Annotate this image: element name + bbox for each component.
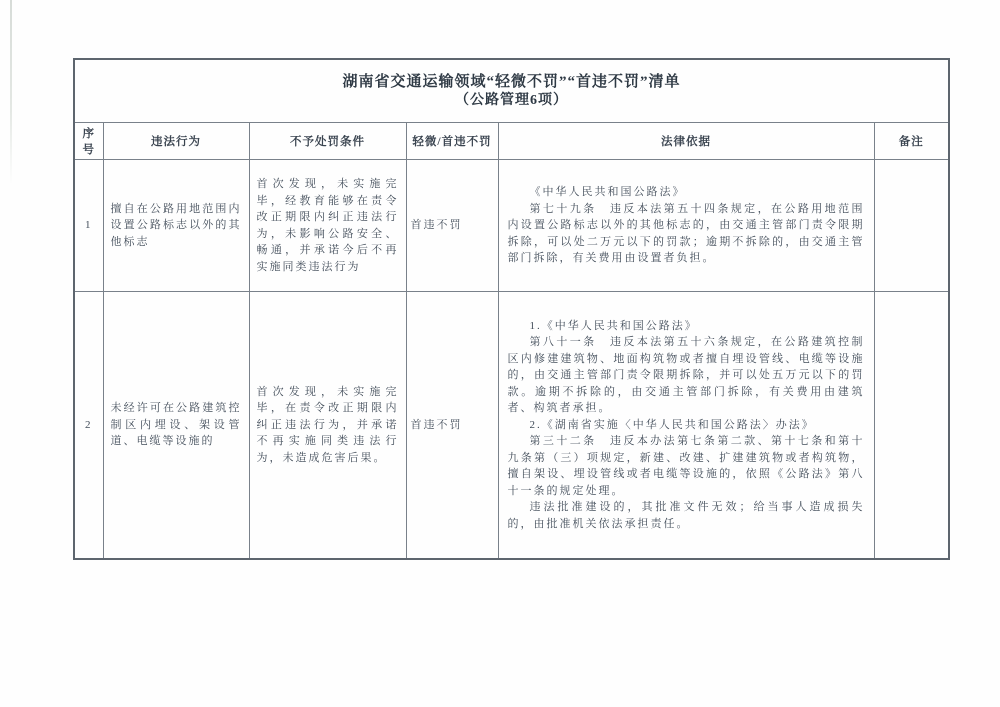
row2-condition-cell: 首次发现，未实施完毕，在责令改正期限内纠正违法行为，并承诺不再实施同类违法行为，未造成危害后果。 [249,292,406,559]
row2-violation-cell: 未经许可在公路建筑控制区内埋设、架设管道、电缆等设施的 [103,292,249,559]
row2-remark-cell [874,292,949,559]
row2-legal-basis-cell [498,292,874,559]
header-penalty-type: 轻微/首违不罚 [406,123,498,160]
legal-paragraph: 2.《湖南省实施〈中华人民共和国公路法〉办法》 [529,418,815,431]
row1-number-cell: 1 [74,160,103,292]
row1-remark-cell [874,160,949,292]
legal-paragraph: 第七十九条 违反本法第五十四条规定，在公路用地范围内设置公路标志以外的其他标志的，由交通主管部门责令限期拆除，可以处二万元以下的罚款；逾期不拆除的，由交通主管部门拆除，有关费用由设置者负担。 [507,202,865,265]
scan-edge-artifact [10,0,12,185]
table-header-row [74,123,949,160]
penalty-exemption-table [73,58,950,560]
legal-paragraph: 第八十一条 违反本法第五十六条规定，在公路建筑控制区内修建建筑物、地面构筑物或者擅自埋设管线、电缆等设施的，由交通主管部门责令限期拆除，并可以处五万元以下的罚款。逾期不拆除的，由交通主管部门拆除，有关费用由建筑者、构筑者承担。 [507,336,865,414]
row2-penalty-type-cell: 首违不罚 [406,292,498,559]
document-title: 湖南省交通运输领域“轻微不罚”“首违不罚”清单 [342,73,681,90]
document-subtitle: （公路管理6项） [455,92,568,108]
row2-number-cell: 2 [74,292,103,559]
row1-penalty-type-cell: 首违不罚 [406,160,498,292]
legal-paragraph: 违法批准建设的，其批准文件无效；给当事人造成损失的，由批准机关依法承担责任。 [507,501,865,530]
row1-violation-cell: 擅自在公路用地范围内设置公路标志以外的其他标志 [103,160,249,292]
table-title-cell [74,59,949,123]
header-remarks: 备注 [874,123,949,160]
header-legal-basis: 法律依据 [498,123,874,160]
legal-paragraph: 1.《中华人民共和国公路法》 [529,319,698,332]
legal-paragraph: 《中华人民共和国公路法》 [529,186,686,199]
header-exemption-condition: 不予处罚条件 [249,123,406,160]
row1-legal-basis-cell [498,160,874,292]
table-title-row [74,59,949,123]
header-seq-number: 序号 [74,123,103,160]
table-row-2 [74,292,949,559]
header-violation: 违法行为 [103,123,249,160]
table-row-1 [74,160,949,292]
legal-paragraph: 第三十二条 违反本办法第七条第二款、第十七条和第十九条第（三）项规定，新建、改建、扩建建筑物或者构筑物，擅自架设、埋设管线或者电缆等设施的，依照《公路法》第八十一条的规定处理。 [507,435,865,497]
row1-condition-cell: 首次发现，未实施完毕，经教育能够在责令改正期限内纠正违法行为，未影响公路安全、畅通，并承诺今后不再实施同类违法行为 [249,160,406,292]
